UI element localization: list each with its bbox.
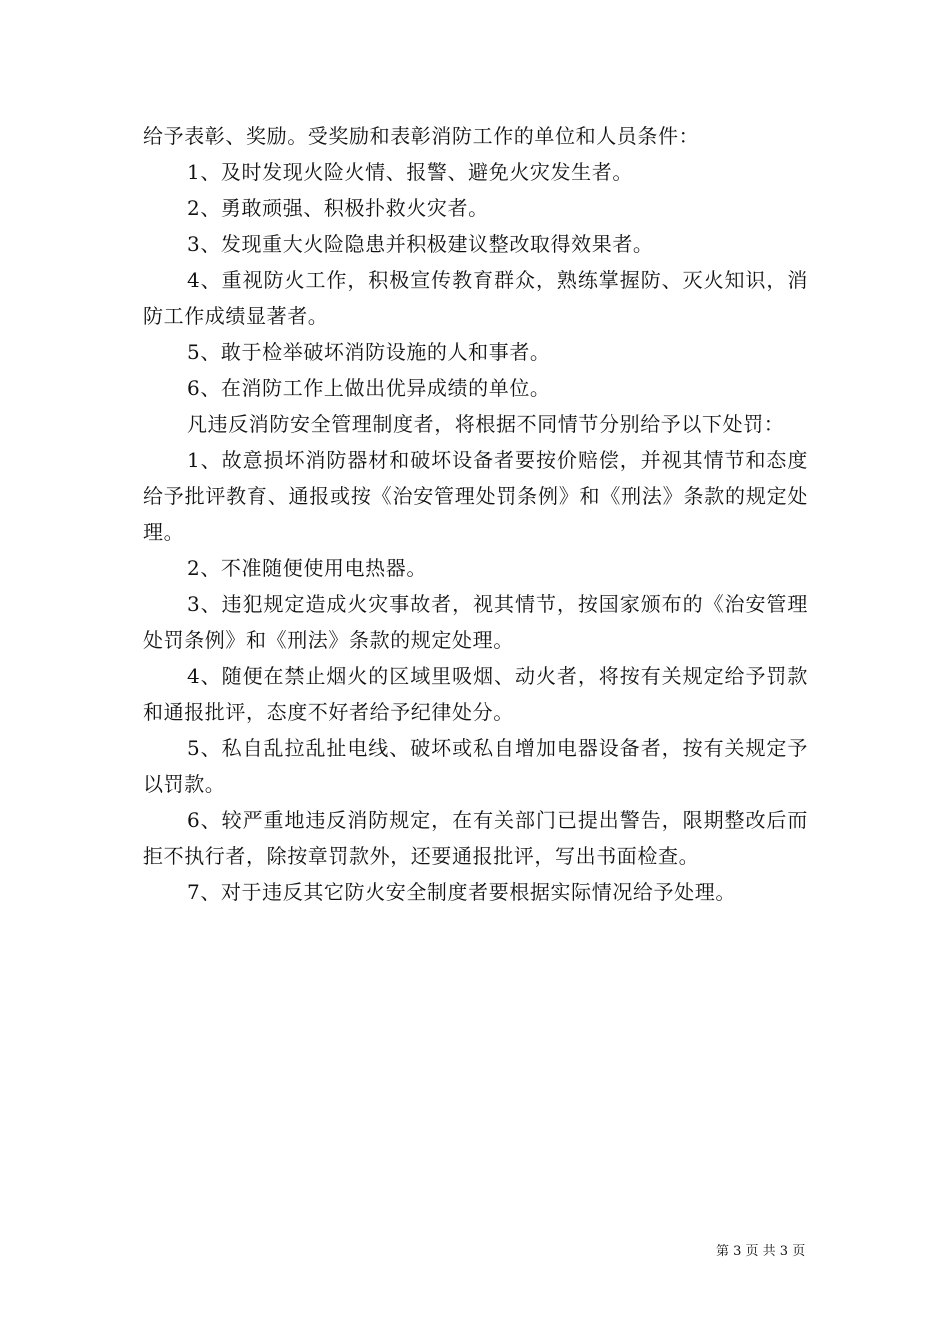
penalty-item-6: 6、较严重地违反消防规定，在有关部门已提出警告，限期整改后而拒不执行者，除按章罚款外，还要通报批评，写出书面检查。 (143, 808, 808, 868)
penalty-item-3: 3、违犯规定造成火灾事故者，视其情节，按国家颁布的《治安管理处罚条例》和《刑法》条款的规定处理。 (143, 592, 808, 652)
award-item-3: 3、发现重大火险隐患并积极建议整改取得效果者。 (187, 232, 654, 256)
penalty-item-7: 7、对于违反其它防火安全制度者要根据实际情况给予处理。 (187, 880, 736, 904)
document-body (143, 118, 808, 910)
penalty-item-4: 4、随便在禁止烟火的区域里吸烟、动火者，将按有关规定给予罚款和通报批评，态度不好者给予纪律处分。 (143, 664, 808, 724)
penalty-item-5: 5、私自乱拉乱扯电线、破坏或私自增加电器设备者，按有关规定予以罚款。 (143, 736, 808, 796)
award-item-1: 1、及时发现火险火情、报警、避免火灾发生者。 (187, 160, 633, 184)
award-item-5: 5、敢于检举破坏消防设施的人和事者。 (187, 340, 551, 364)
paragraph-penalty-intro: 凡违反消防安全管理制度者，将根据不同情节分别给予以下处罚： (187, 412, 785, 436)
page-number: 第 3 页 共 3 页 (716, 1244, 806, 1259)
award-item-4: 4、重视防火工作，积极宣传教育群众，熟练掌握防、灭火知识，消防工作成绩显著者。 (143, 268, 808, 328)
penalty-item-1: 1、故意损坏消防器材和破坏设备者要按价赔偿，并视其情节和态度给予批评教育、通报或按《治安管理处罚条例》和《刑法》条款的规定处理。 (143, 448, 808, 544)
award-item-6: 6、在消防工作上做出优异成绩的单位。 (187, 376, 551, 400)
penalty-item-2: 2、不准随便使用电热器。 (187, 556, 427, 580)
award-item-2: 2、勇敢顽强、积极扑救火灾者。 (187, 196, 489, 220)
paragraph-award-intro: 给予表彰、奖励。受奖励和表彰消防工作的单位和人员条件： (143, 124, 700, 148)
